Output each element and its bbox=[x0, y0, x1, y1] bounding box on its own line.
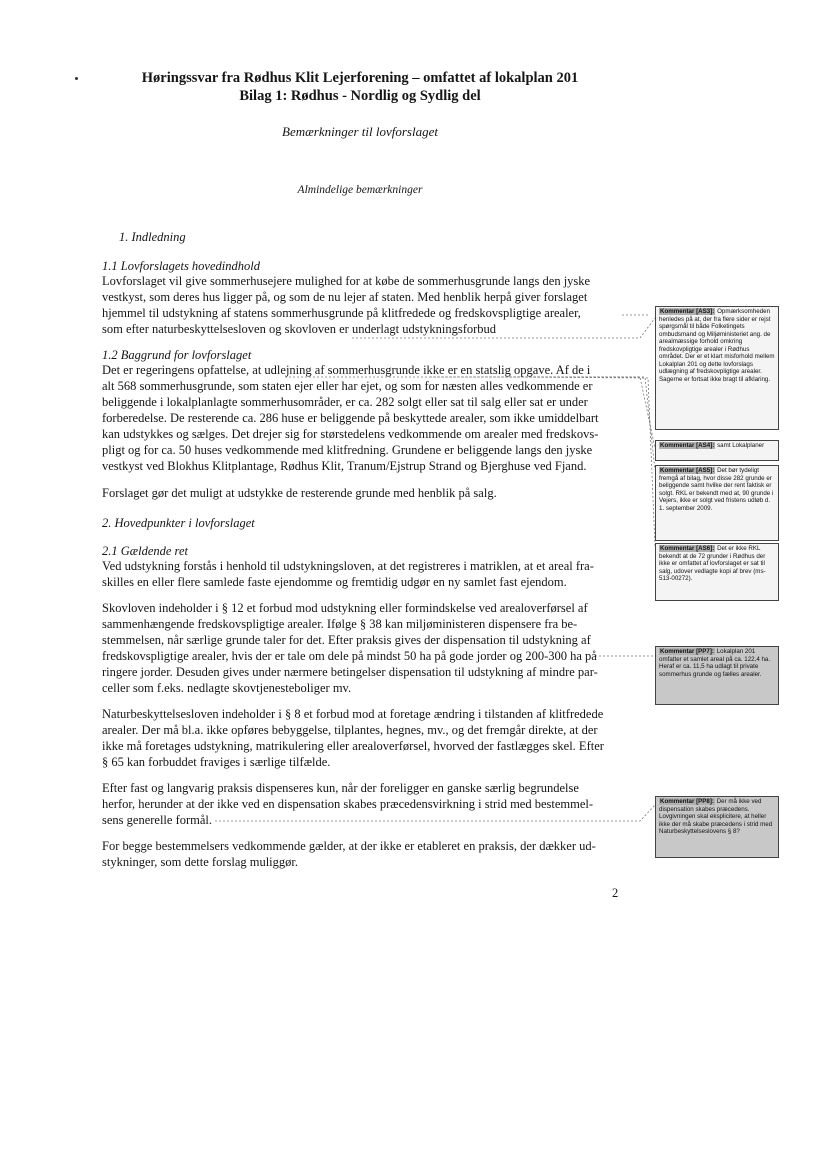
paragraph-line: sammenhængende fredskovspligtige arealer. Ifølge § 38 kan miljøministeren dispensere fra be- bbox=[102, 617, 578, 631]
comment-label: Kommentar [PP7]: bbox=[660, 648, 714, 655]
paragraph-line: Forslaget gør det muligt at udstykke de resterende grunde med henblik på salg. bbox=[102, 486, 497, 500]
section-heading-2-1: 2.1 Gældende ret bbox=[102, 544, 188, 558]
remarks-heading: Bemærkninger til lovforslaget bbox=[282, 124, 438, 139]
comment-text: Opmærksomheden henledes på at, der fra flere sider er rejst spørgsmål til både Folketingets ombudsmand og Miljøministeriet ang. de arealmæssige forhold omkring fredskovpligtige arealer i Rødhus området. Der er et klart misforhold mellem Lokalplan 201 og dette lovforslags udlægning af fredskovpligtige arealer. Sagerne er fortsat ikke bragt til afklaring. bbox=[659, 308, 775, 383]
paragraph-line: § 65 kan forbuddet fraviges i særlige tilfælde. bbox=[102, 755, 331, 769]
comment-box-as4[interactable] bbox=[655, 440, 779, 461]
paragraph-line: hjemmel til udstykning af statens sommerhusgrunde på klitfredede og fredskovspligtige arealer, bbox=[102, 306, 581, 320]
section-heading-2: 2. Hovedpunkter i lovforslaget bbox=[102, 516, 255, 530]
paragraph-line: skilles en eller flere samlede faste ejendomme og fremtidig udgør en ny samlet fast ejendom. bbox=[102, 575, 567, 589]
paragraph-line: Efter fast og langvarig praksis dispenseres kun, når der foreligger en ganske særlig begrundelse bbox=[102, 781, 579, 795]
paragraph-line: beliggende i lokalplanlagte sommerhusområder, er ca. 282 solgt eller sat til salg eller sat er under bbox=[102, 395, 588, 409]
paragraph-line: Ved udstykning forstås i henhold til udstykningsloven, at det registreres i matriklen, at et areal fra- bbox=[102, 559, 594, 573]
paragraph-line: kan udstykkes og sælges. Det drejer sig for størstedelens vedkommende om arealer med fredskovs- bbox=[102, 427, 599, 441]
paragraph-line: stykninger, som dette forslag muliggør. bbox=[102, 855, 299, 869]
comment-box-as5[interactable] bbox=[655, 465, 779, 541]
paragraph-line: ikke må foretages udstykning, matrikulering eller arealoverførsel, hvorved der fastlægges skel. Efter bbox=[102, 739, 604, 753]
comment-box-as6[interactable] bbox=[655, 543, 779, 601]
paragraph-line: vestkyst, som deres hus ligger på, og som de nu lejer af staten. Med henblik herpå giver forslaget bbox=[102, 290, 588, 304]
paragraph-line: vestkyst ved Blokhus Klitplantage, Rødhus Klit, Tranum/Ejstrup Strand og Bjerghuse ved Fjand. bbox=[102, 459, 587, 473]
paragraph-line: forberedelse. De resterende ca. 286 huse er beliggende på beskyttede arealer, som ikke umiddelbart bbox=[102, 411, 599, 425]
comment-text: Der må ikke ved dispensation skabes præcedens. Lovgivningen skal eksplicitere, at heller ikke der må skabe præcedens i strid med Naturbeskyttelseslovens § 8? bbox=[659, 798, 773, 835]
comment-text: samt Lokalplaner bbox=[717, 442, 765, 449]
comment-box-pp7[interactable] bbox=[655, 646, 779, 705]
paragraph-line: stemmelsen, når særlige grunde taler for det. Efter praksis gives der dispensation til udstykning af bbox=[102, 633, 591, 647]
comment-label: Kommentar [PP8]: bbox=[660, 798, 714, 805]
document-title: Høringssvar fra Rødhus Klit Lejerforening – omfattet af lokalplan 201 bbox=[141, 70, 579, 86]
paragraph-line: ringere jorder. Desuden gives under nærmere betingelser dispensation til udstykning af mindre par- bbox=[102, 665, 598, 679]
paragraph-line: Naturbeskyttelsesloven indeholder i § 8 et forbud mod at foretage ændring i tilstanden af klitfredede bbox=[102, 707, 604, 721]
comment-text: Lokalplan 201 omfatter et samlet areal på ca. 122,4 ha. Heraf er ca. 11,5 ha udlagt til private sommerhus grunde og fælles arealer. bbox=[659, 648, 771, 678]
paragraph-line: arealer. Der må bl.a. ikke opføres bebyggelse, tilplantes, hegnes, mv., og det fremgår direkte, at der bbox=[102, 723, 598, 737]
comment-text: Det bør tydeligt fremgå af bilag, hvor disse 282 grunde er beliggende samt hvilke der rent faktisk er solgt. RKL er bekendt med at, 90 grunde i Vejers, ikke er solgt ved fristens udløb d. 1. september 2009. bbox=[659, 467, 774, 512]
comment-box-pp8[interactable] bbox=[655, 796, 779, 858]
comment-label: Kommentar [AS6]: bbox=[660, 545, 715, 552]
comment-label: Kommentar [AS4]: bbox=[660, 442, 715, 449]
section-heading-1-1: 1.1 Lovforslagets hovedindhold bbox=[102, 259, 260, 273]
section-heading-1: 1. Indledning bbox=[119, 230, 186, 244]
paragraph-line: som efter naturbeskyttelsesloven og skovloven er underlagt udstykningsforbud bbox=[102, 322, 497, 336]
comment-box-as3[interactable] bbox=[655, 306, 779, 430]
paragraph-line: celler som f.eks. nedlagte skovtjenesteboliger mv. bbox=[102, 681, 352, 695]
section-heading-1-2: 1.2 Baggrund for lovforslaget bbox=[102, 348, 252, 362]
margin-dot bbox=[75, 77, 78, 80]
comment-label: Kommentar [AS5]: bbox=[660, 467, 715, 474]
general-remarks-heading: Almindelige bemærkninger bbox=[297, 184, 423, 196]
document-subtitle: Bilag 1: Rødhus - Nordlig og Sydlig del bbox=[239, 88, 481, 104]
paragraph-line: Det er regeringens opfattelse, at udlejning af sommerhusgrunde ikke er en statslig opgave. Af de i bbox=[102, 363, 591, 377]
paragraph-line: herfor, herunder at der ikke ved en dispensation skabes præcedensvirkning i strid med bestemmel- bbox=[102, 797, 594, 811]
paragraph-line: fredskovspligtige arealer, hvis der er tale om dele på mindst 50 ha på gode jorder og 200-300 ha på bbox=[102, 649, 597, 663]
paragraph-line: Skovloven indeholder i § 12 et forbud mod udstykning eller formindskelse ved arealoverførsel af bbox=[102, 601, 588, 615]
paragraph-line: alt 568 sommerhusgrunde, som staten ejer eller har ejet, og som for næsten alles vedkommende er bbox=[102, 379, 593, 393]
paragraph-line: sens generelle formål. bbox=[102, 813, 213, 827]
paragraph-line: pligt og for ca. 50 huses vedkommende med klitfredning. Grundene er beliggende langs den jyske bbox=[102, 443, 593, 457]
page-number: 2 bbox=[612, 886, 619, 900]
paragraph-line: Lovforslaget vil give sommerhusejere mulighed for at købe de sommerhusgrunde langs den jyske bbox=[102, 274, 591, 288]
comment-text: Det er ikke RKL bekendt at de 72 grunder i Rødhus der ikke er omfattet af lovforslaget er sat til salg, udover vedlagte kopi af brev (ms-513-00272). bbox=[659, 545, 766, 582]
comment-label: Kommentar [AS3]: bbox=[660, 308, 715, 315]
paragraph-line: For begge bestemmelsers vedkommende gælder, at der ikke er etableret en praksis, der dækker ud- bbox=[102, 839, 596, 853]
